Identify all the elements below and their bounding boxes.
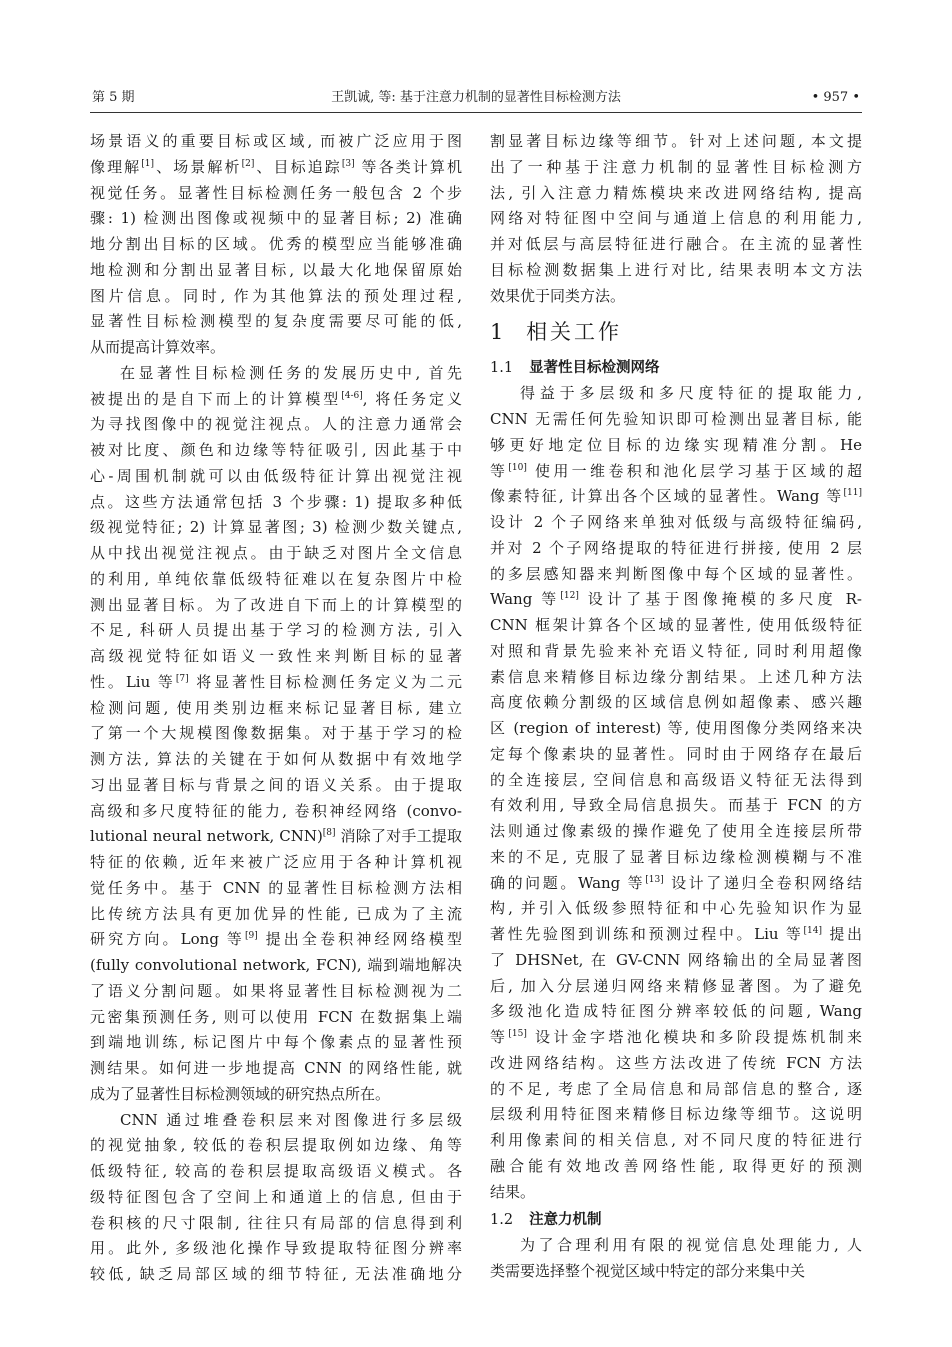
text-line: 的多层感知器来判断图像中每个区域的显著性。 <box>490 564 862 583</box>
text-line: CNN 框架计算各个区域的显著性, 使用低级特征 <box>490 616 862 634</box>
text-line: 类需要选择整个视觉区域中特定的部分来集中关 <box>490 1262 806 1280</box>
text-line: 级特征图包含了空间上和通道上的信息, 但由于 <box>90 1187 462 1206</box>
text-line: 比传统方法具有更加优异的性能, 已成为了主流 <box>90 904 462 923</box>
text-line: 被提出的是自下而上的计算模型[4-6], 将任务定义 <box>90 389 462 408</box>
text-line: 用。此外, 多级池化操作导致提取特征图分辨率 <box>90 1239 462 1258</box>
text-line: 并对低层与高层特征进行融合。在主流的显著性 <box>490 235 862 253</box>
text-line: (fully convolutional network, FCN), 端到端地解决 <box>90 956 462 974</box>
subsection-number: 1.1 <box>490 360 514 377</box>
text-line: 从而提高计算效率。 <box>90 338 226 356</box>
subsection-heading <box>490 353 862 381</box>
text-line: 出了一种基于注意力机制的显著性目标检测方 <box>490 157 862 176</box>
text-line: 够更好地定位目标的边缘实现精准分割。He <box>490 435 862 454</box>
subsection-title: 显著性目标检测网络 <box>529 360 660 377</box>
text-line: 法则通过像素级的操作避免了使用全连接层所带 <box>490 822 862 840</box>
text-line: 不足, 科研人员提出基于学习的检测方法, 引入 <box>90 621 462 640</box>
section-heading <box>490 309 862 353</box>
text-line: 等[10] 使用一维卷积和池化层学习基于区域的超 <box>490 461 862 480</box>
text-line: 改进网络结构。这些方法改进了传统 FCN 方法 <box>490 1053 862 1072</box>
citation-marker: [7] <box>175 673 189 684</box>
text-line: 来的不足, 克服了显著目标边缘检测模糊与不准 <box>490 847 862 866</box>
text-line: 有效利用, 导致全局信息损失。而基于 FCN 的方 <box>490 796 862 815</box>
text-line: 的全连接层, 空间信息和高级语义特征无法得到 <box>490 770 862 789</box>
section-title: 相关工作 <box>526 320 623 345</box>
text-line: 为寻找图像中的视觉注视点。人的注意力通常会 <box>90 415 462 434</box>
text-line: 区 (region of interest) 等, 使用图像分类网络来决 <box>490 719 862 737</box>
text-line: 得益于多层级和多尺度特征的提取能力, <box>520 384 862 403</box>
text-line: 特征的依赖, 近年来被广泛应用于各种计算机视 <box>90 853 462 871</box>
text-line: CNN 无需任何先验知识即可检测出显著目标, 能 <box>490 410 862 428</box>
text-line: 较低, 缺乏局部区域的细节特征, 无法准确地分 <box>90 1265 462 1283</box>
section-number: 1 <box>490 320 507 345</box>
text-line: 高度依赖分割级的区域信息例如超像素、感兴趣 <box>490 693 862 712</box>
text-line: 视觉任务。显著性目标检测任务一般包含 2 个步 <box>90 183 462 202</box>
citation-marker: [9] <box>244 931 258 942</box>
subsection-title: 注意力机制 <box>529 1212 602 1229</box>
text-line: 成为了显著性目标检测领域的研究热点所在。 <box>90 1084 391 1103</box>
text-line: 并对 2 个子网络提取的特征进行拼接, 使用 2 层 <box>490 538 862 557</box>
text-line: 到端地训练, 标记图片中每个像素点的显著性预 <box>90 1033 462 1052</box>
text-line: 骤: 1) 检测出图像或视频中的显著目标; 2) 准确 <box>90 209 462 228</box>
text-line: 地检测和分割出显著目标, 以最大化地保留原始 <box>90 260 462 279</box>
text-line: 构, 并引入低级参照特征和中心先验知识作为显 <box>490 899 862 918</box>
citation-marker: [12] <box>560 591 579 602</box>
running-title: 王凯诚, 等: 基于注意力机制的显著性目标检测方法 <box>331 90 621 105</box>
text-line: 研究方向。Long 等[9] 提出全卷积神经网络模型 <box>90 930 462 949</box>
text-line: 为了合理利用有限的视觉信息处理能力, 人 <box>520 1236 862 1255</box>
text-line: 场景语义的重要目标或区域, 而被广泛应用于图 <box>90 132 462 150</box>
text-line: 像素特征, 计算出各个区域的显著性。Wang 等[11] <box>490 487 862 506</box>
citation-marker: [1] <box>141 158 155 169</box>
text-line: 的视觉抽象, 较低的卷积层提取例如边缘、角等 <box>90 1136 462 1155</box>
text-line: 效果优于同类方法。 <box>490 286 626 305</box>
text-line: 了语义分割问题。如果将显著性目标检测视为二 <box>90 981 462 1000</box>
intro-paragraph <box>490 129 862 309</box>
text-line: 了第一个大规模图像数据集。对于基于学习的检 <box>90 724 462 743</box>
text-line: 对照和背景先验来补充语义特征, 同时利用超像 <box>490 641 862 660</box>
citation-marker: [8] <box>322 828 336 839</box>
left-column <box>90 129 462 1288</box>
text-line: 后, 加入分层递归网络来精修显著图。为了避免 <box>490 976 862 995</box>
text-line: 低级特征, 较高的卷积层提取高级语义模式。各 <box>90 1162 462 1180</box>
citation-marker: [4-6] <box>341 390 363 401</box>
text-line: 性。Liu 等[7] 将显著性目标检测任务定义为二元 <box>90 672 462 691</box>
text-line: 被对比度、颜色和边缘等特征吸引, 因此基于中 <box>90 441 462 459</box>
text-line: 了 DHSNet, 在 GV-CNN 网络输出的全局显著图 <box>490 950 862 969</box>
subsection-heading <box>490 1205 862 1233</box>
text-line: 显著性目标检测模型的复杂度需要尽可能的低, <box>90 312 462 331</box>
text-line: 定每个像素块的显著性。同时由于网络存在最后 <box>490 744 862 763</box>
text-line: 从中找出视觉注视点。由于缺乏对图片全文信息 <box>90 544 462 562</box>
text-line: 融合能有效地改善网络性能, 取得更好的预测 <box>490 1156 862 1175</box>
text-line: 法, 引入注意力精炼模块来改进网络结构, 提高 <box>490 183 862 202</box>
text-line: 级视觉特征; 2) 计算显著图; 3) 检测少数关键点, <box>90 518 462 537</box>
header-rule <box>90 112 862 113</box>
text-line: 觉任务中。基于 CNN 的显著性目标检测方法相 <box>90 878 462 897</box>
text-line: 地分割出目标的区域。优秀的模型应当能够准确 <box>90 235 462 253</box>
text-line: 多级池化造成特征图分辨率较低的问题, Wang <box>490 1002 862 1021</box>
running-header <box>90 88 862 112</box>
text-line: 元密集预测任务, 则可以使用 FCN 在数据集上端 <box>90 1007 462 1026</box>
text-line: 测结果。如何进一步地提高 CNN 的网络性能, 就 <box>90 1059 462 1077</box>
text-line: lutional neural network, CNN)[8] 消除了对手工提取 <box>90 827 462 846</box>
text-line: 确的问题。Wang 等[13] 设计了递归全卷积网络结 <box>490 873 862 892</box>
text-line: 点。这些方法通常包括 3 个步骤: 1) 提取多种低 <box>90 492 462 511</box>
citation-marker: [13] <box>645 874 664 885</box>
text-line: 卷积核的尺寸限制, 往往只有局部的信息得到利 <box>90 1213 462 1232</box>
text-line: 检测问题, 使用类别边框来标记显著目标, 建立 <box>90 698 462 717</box>
text-line: 图片信息。同时, 作为其他算法的预处理过程, <box>90 286 462 305</box>
citation-marker: [10] <box>508 462 527 473</box>
text-line: 等[15] 设计金字塔池化模块和多阶段提炼机制来 <box>490 1028 862 1046</box>
text-line: 层级利用特征图来精修目标边缘等细节。这说明 <box>490 1105 862 1124</box>
text-line: 在显著性目标检测任务的发展历史中, 首先 <box>120 363 462 382</box>
text-line: 割显著目标边缘等细节。针对上述问题, 本文提 <box>490 132 862 150</box>
citation-marker: [14] <box>803 926 822 936</box>
text-line: 网络对特征图中空间与通道上信息的利用能力, <box>490 209 862 228</box>
page-number: • 957 • <box>811 90 860 105</box>
subsection-number: 1.2 <box>490 1212 514 1229</box>
text-line: 结果。 <box>490 1182 536 1201</box>
text-line: 的利用, 单纯依靠低级特征难以在复杂图片中检 <box>90 569 462 588</box>
text-line: 像理解[1]、场景解析[2]、目标追踪[3] 等各类计算机 <box>90 157 462 176</box>
text-line: 习出显著目标与背景之间的语义关系。由于提取 <box>90 775 462 794</box>
text-line: 高级视觉特征如语义一致性来判断目标的显著 <box>90 647 462 665</box>
text-line: CNN 通过堆叠卷积层来对图像进行多层级 <box>120 1110 462 1129</box>
attention-paragraph <box>490 1233 862 1285</box>
right-column <box>490 129 862 1285</box>
text-line: 目标检测数据集上进行对比, 结果表明本文方法 <box>490 260 862 279</box>
issue-number: 第 5 期 <box>92 90 135 105</box>
text-line: 的不足, 考虑了全局信息和局部信息的整合, 逐 <box>490 1079 862 1098</box>
saliency-network-paragraph <box>490 381 862 1205</box>
text-line: 利用像素间的相关信息, 对不同尺度的特征进行 <box>490 1131 862 1149</box>
text-line: 测出显著目标。为了改进自下而上的计算模型的 <box>90 595 462 614</box>
text-line: 素信息来精修目标边缘分割结果。上述几种方法 <box>490 667 862 686</box>
text-line: 高级和多尺度特征的能力, 卷积神经网络 (convo- <box>90 801 462 820</box>
citation-marker: [3] <box>341 158 355 169</box>
text-line: 心-周围机制就可以由低级特征计算出视觉注视 <box>90 466 462 485</box>
citation-marker: [11] <box>843 488 862 499</box>
text-line: 设计 2 个子网络来单独对低级与高级特征编码, <box>490 513 862 531</box>
text-line: 著性先验图到训练和预测过程中。Liu 等[14] 提出 <box>490 925 862 943</box>
text-line: Wang 等[12] 设计了基于图像掩模的多尺度 R- <box>490 590 862 609</box>
text-line: 测方法, 算法的关键在于如何从数据中有效地学 <box>90 750 462 768</box>
citation-marker: [15] <box>508 1029 527 1039</box>
citation-marker: [2] <box>241 158 255 169</box>
